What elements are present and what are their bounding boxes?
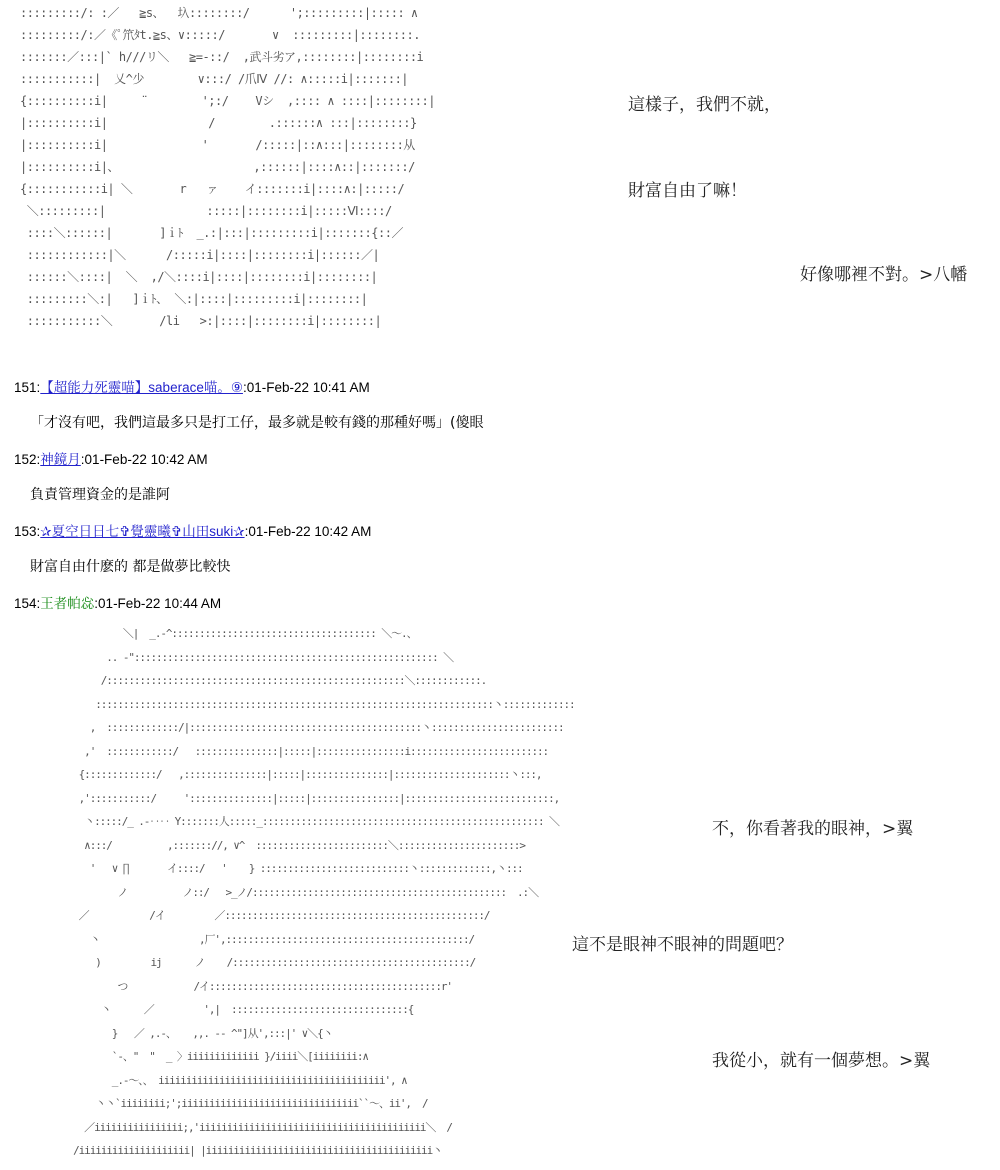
poster-name: 王者帕惢 <box>40 596 95 611</box>
poster-name-link[interactable]: 【超能力死靈喵】saberace喵。⑨ <box>40 380 243 395</box>
post-body-152: 負責管理資金的是誰阿 <box>30 487 170 503</box>
post-number: 151 <box>14 380 37 395</box>
poster-name-link[interactable]: ✰夏空日日七✞覺靈曦✞山田suki✰ <box>40 524 245 539</box>
post-date: :01-Feb-22 10:42 AM <box>244 524 372 539</box>
post-date: :01-Feb-22 10:42 AM <box>80 452 208 467</box>
ascii-art-top: :::::::::/: :／ ≧s、 圦::::::::/ ';:::::::::|::::: ∧ :::::::::/:／《ﾟ笊ﾀt.≧s、∨:::::/ ∨ :::::::::|::::::::. :::::::／:::|` h///リ＼ ≧=-::/ ,武斗劣ア,::::::::|::::::::i :::::::::::| 乂^少 ∨:::/ /爪Ⅳ //: ∧:::::i|:::::::| {::::::::::i| ¨ ';:/ Vシ ,:::: ∧ ::::|::::::::| |::::::::::i| / .::::::∧ :::|::::::::} |::::::::::i| ' /:::::|::∧:::|::::::::从 |::::::::::i|、 ,::::::|::::∧::|:::::::/ {:::::::::::i| ＼ r ァ イ:::::::i|::::∧:|:::::/ ＼:::::::::| :::::|::::::::i|:::::Ⅵ::::/ ::::＼::::::| ]ｉﾄ _.:|:::|:::::::::i|:::::::{::／ ::::::::::::|＼ /:::::i|::::|::::::::i|::::::／| ::::::＼::::| ＼ ,/＼::::i|::::|::::::::i|::::::::| :::::::::＼:| ]ｉﾄ、 ＼:|::::|:::::::::i|::::::::| :::::::::::＼ /li >:|::::|::::::::i|::::::::| <box>20 6 435 328</box>
post-date: :01-Feb-22 10:44 AM <box>94 596 222 611</box>
dialogue-line-4: 不，你看著我的眼神，>翼 <box>712 819 914 839</box>
post-body-151: 「才沒有吧，我們這最多只是打工仔，最多就是較有錢的那種好嗎」(傻眼 <box>30 415 484 431</box>
post-number: 152 <box>14 452 37 467</box>
post-header-154: 154:王者帕惢:01-Feb-22 10:44 AM <box>14 596 222 611</box>
ascii-art-bottom: ＼| _.-^::::::::::::::::::::::::::::::::::::: ＼〜.、 .. -"::::::::::::::::::::::::::::::::::::::::::::::::::::::: ＼ /::::::::::::::::::::::::::::::::::::::::::::::::::::::＼::::::::::::. ::::::::::::::::::::::::::::::::::::::::::::::::::::::::::::::::::::::::丶::::::::::::: , :::::::::::::/|::::::::::::::::::::::::::::::::::::::::::丶:::::::::::::::::::::::: ,' ::::::::::::/ :::::::::::::::|:::::|::::::::::::::::i::::::::::::::::::::::::: {:::::::::::::/ ,:::::::::::::::|:::::|:::::::::::::::|:::::::::::::::::::::丶:::, ,':::::::::::/ ':::::::::::::::|:::::|::::::::::::::::|:::::::::::::::::::::::::::, 丶:::::/_ .-‥‥ Y:::::::人:::::_::::::::::::::::::::::::::::::::::::::::::::::::::: ＼ ∧:::/ ,::::::://, ∨^ ::::::::::::::::::::::::＼::::::::::::::::::::::> ' ∨ ∏ イ::::/ ' } :::::::::::::::::::::::::::丶:::::::::::::,丶::: ノ ノ::/ >_ノ/:::::::::::::::::::::::::::::::::::::::::::::: .:＼ ／ /イ ／:::::::::::::::::::::::::::::::::::::::::::::::/ 丶 ,厂',::::::::::::::::::::::::::::::::::::::::::::/ ) ij ノ /:::::::::::::::::::::::::::::::::::::::::::/ つ /イ::::::::::::::::::::::::::::::::::::::::::r' 丶 ／ ',| ::::::::::::::::::::::::::::::::{ } ／ ,.-、 ,,. -- ^"]从',:::|' ∨＼{丶 `-、" " _ 〉iiiiiiiiiiiii }/iiii＼[iiiiiiii:∧ _.-〜、、 iiiiiiiiiiiiiiiiiiiiiiiiiiiiiiiiiiiiiiiii', ∧ 丶丶`iiiiiiii;';iiiiiiiiiiiiiiiiiiiiiiiiiiiiiiii``〜、ii', / ／iiiiiiiiiiiiiiii;,'iiiiiiiiiiiiiiiiiiiiiiiiiiiiiiiiiiiiiiiii＼ / /iiiiiiiiiiiiiiiiiiii| |iiiiiiiiiiiiiiiiiiiiiiiiiiiiiiiiiiiiiiiii丶 <box>73 627 575 1157</box>
dialogue-line-6: 我從小，就有一個夢想。>翼 <box>712 1051 931 1071</box>
post-date: :01-Feb-22 10:41 AM <box>242 380 370 395</box>
dialogue-line-5: 這不是眼神不眼神的問題吧？ <box>572 935 793 955</box>
post-number: 153 <box>14 524 37 539</box>
post-header-153: 153:✰夏空日日七✞覺靈曦✞山田suki✰:01-Feb-22 10:42 AM <box>14 524 372 539</box>
post-header-151: 151:【超能力死靈喵】saberace喵。⑨:01-Feb-22 10:41 AM <box>14 380 370 395</box>
post-number: 154 <box>14 596 37 611</box>
poster-name-link[interactable]: 神鏡月 <box>40 452 81 467</box>
dialogue-line-1: 這樣子，我們不就， <box>628 95 781 115</box>
post-header-152: 152:神鏡月:01-Feb-22 10:42 AM <box>14 452 208 467</box>
dialogue-line-3: 好像哪裡不對。>八幡 <box>800 265 968 285</box>
post-body-153: 財富自由什麽的 都是做夢比較快 <box>30 559 231 575</box>
dialogue-line-2: 財富自由了嘛！ <box>628 181 747 201</box>
